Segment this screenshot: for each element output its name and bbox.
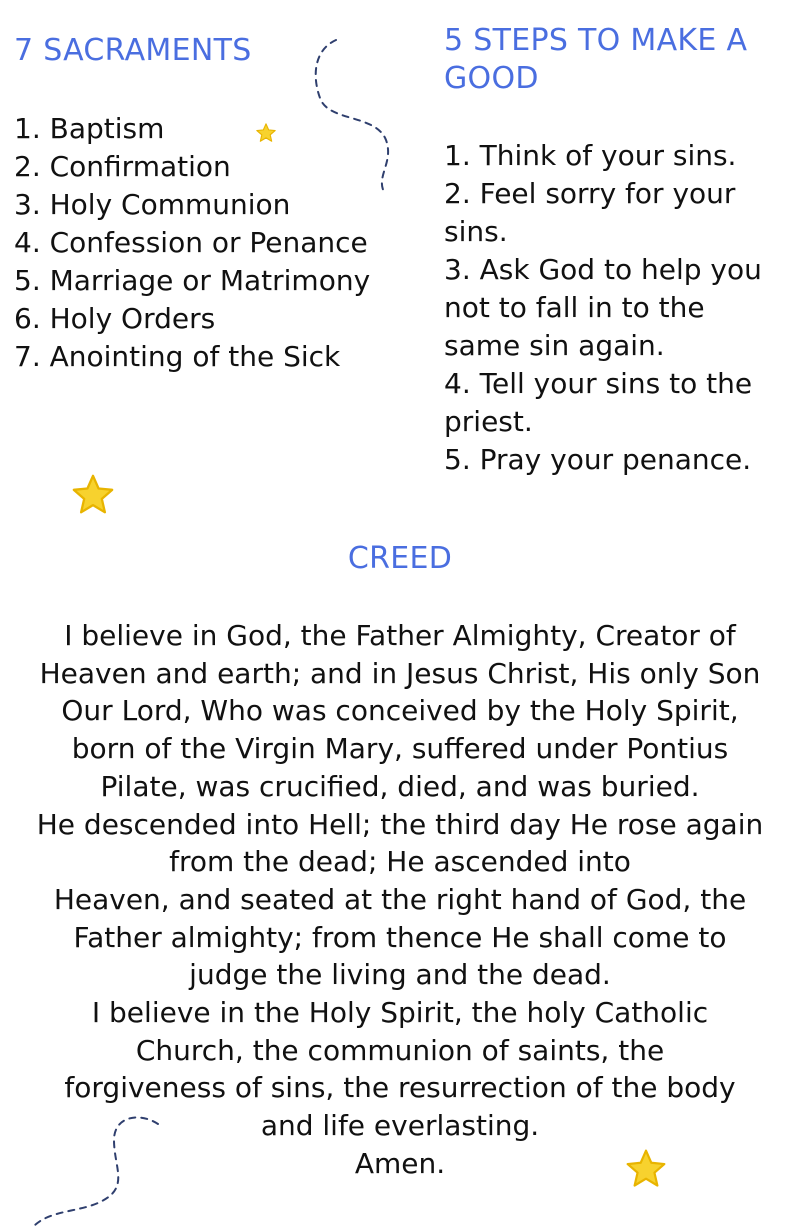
list-item: 7. Anointing of the Sick <box>14 340 341 373</box>
creed-line: Church, the communion of saints, the <box>135 1033 665 1067</box>
list-item: 5. Pray your penance. <box>444 443 752 476</box>
creed-text <box>10 617 790 1183</box>
sacraments-heading: 7 SACRAMENTS <box>14 33 252 68</box>
creed-line: Father almighty; from thence He shall come to <box>73 920 727 954</box>
list-item: 1. Think of your sins. <box>444 139 737 172</box>
list-item: 3. Holy Communion <box>14 188 291 221</box>
steps-list <box>444 137 784 479</box>
list-item: 4. Confession or Penance <box>14 226 368 259</box>
creed-line: Heaven, and seated at the right hand of God, the <box>53 882 747 916</box>
dashed-swirl-icon <box>306 36 406 196</box>
list-item: 5. Marriage or Matrimony <box>14 264 371 297</box>
list-item: 6. Holy Orders <box>14 302 216 335</box>
creed-line: and life everlasting. <box>260 1109 540 1143</box>
star-icon <box>255 122 277 144</box>
list-item: 2. Feel sorry for your sins. <box>444 177 736 248</box>
dashed-swirl-icon <box>30 1110 170 1229</box>
star-icon <box>70 472 116 518</box>
list-item: 2. Confirmation <box>14 150 231 183</box>
creed-line: He descended into Hell; the third day He rose again <box>36 807 764 841</box>
creed-line: Heaven and earth; and in Jesus Christ, His only Son <box>39 656 761 690</box>
creed-line: I believe in the Holy Spirit, the holy Catholic <box>91 996 709 1030</box>
creed-line: born of the Virgin Mary, suffered under Pontius <box>71 732 729 766</box>
creed-heading: CREED <box>347 541 453 576</box>
list-item: 1. Baptism <box>14 112 165 145</box>
steps-heading: 5 STEPS TO MAKE A GOOD <box>444 23 748 96</box>
creed-line: from the dead; He ascended into <box>169 845 631 879</box>
star-icon <box>624 1147 668 1191</box>
creed-line: Amen. <box>354 1146 446 1180</box>
creed-line: judge the living and the dead. <box>189 958 611 992</box>
creed-line: forgiveness of sins, the resurrection of the body <box>64 1071 736 1105</box>
creed-line: Our Lord, Who was conceived by the Holy Spirit, <box>61 694 739 728</box>
creed-line: I believe in God, the Father Almighty, Creator of <box>64 619 736 652</box>
list-item: 4. Tell your sins to the priest. <box>444 367 753 438</box>
list-item: 3. Ask God to help you not to fall in to the same sin again. <box>444 253 762 362</box>
creed-line: Pilate, was crucified, died, and was buried. <box>100 769 700 803</box>
